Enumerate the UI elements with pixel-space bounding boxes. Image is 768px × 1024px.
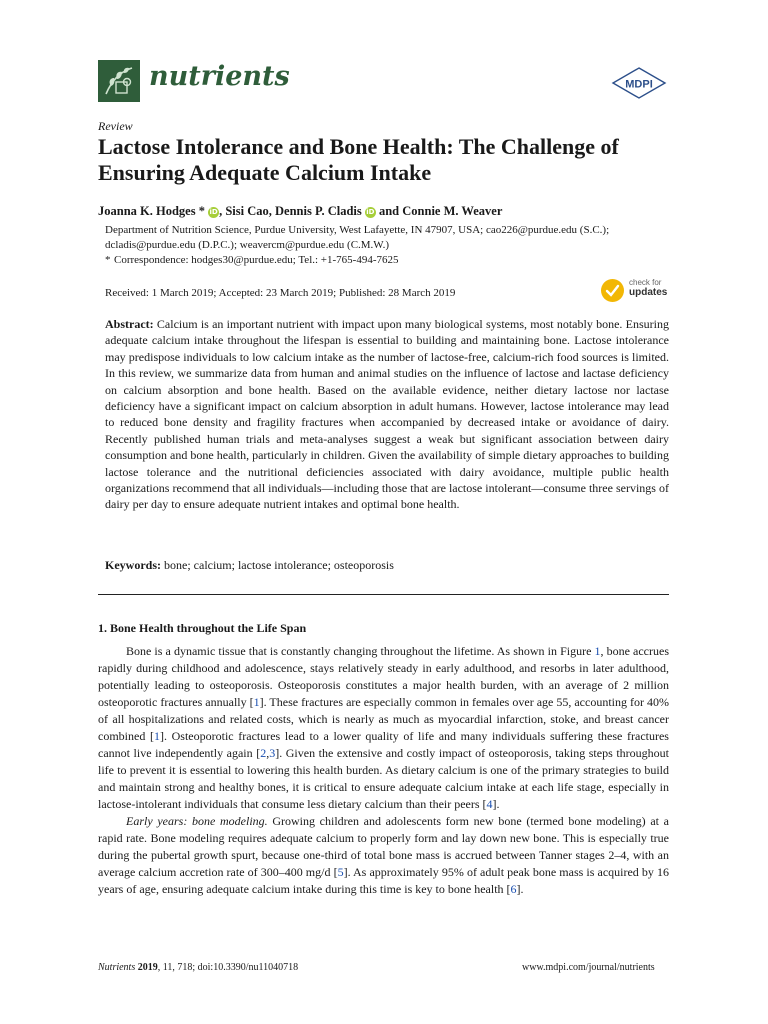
author-name[interactable]: Joanna K. Hodges * [98, 204, 205, 218]
check-updates-text [629, 278, 667, 298]
figure-link[interactable]: 1 [594, 644, 601, 658]
author-list [98, 204, 502, 219]
check-icon [601, 279, 624, 302]
article-type: Review [98, 119, 133, 133]
citation-link[interactable]: 1 [253, 695, 260, 709]
citation-link[interactable]: 2 [260, 746, 267, 760]
divider [98, 594, 669, 595]
mdpi-logo[interactable] [609, 66, 669, 100]
text: ]. Given the extensive and costly impact of osteoporosis, taking steps throughout life to prevent it is essential to lowering this health burden. As dietary calcium is one of the primary strategies to build and maintain strong and healthy bones, it is critical to ensure adequate calcium intake at each life stage, especially in lactose-intolerant individuals that consume less dietary calcium than their peers [ [98, 746, 669, 811]
citation-link[interactable]: 3 [269, 746, 276, 760]
orcid-icon[interactable]: iD [366, 208, 375, 216]
footer-citation [98, 962, 298, 973]
text: Bone is a dynamic tissue that is constantly changing throughout the lifetime. As shown in Figure [126, 644, 595, 658]
paragraph-lead: Early years: bone modeling. [126, 814, 268, 828]
author-names[interactable]: , Sisi Cao, Dennis P. Cladis [219, 204, 362, 218]
journal-name[interactable]: nutrients [149, 61, 290, 92]
correspondence-text: Correspondence: hodges30@purdue.edu; Tel.: +1-765-494-7625 [114, 254, 399, 266]
citation-link[interactable]: 1 [153, 729, 160, 743]
article-title: Lactose Intolerance and Bone Health: The Challenge of Ensuring Adequate Calcium Intake [98, 134, 619, 185]
keywords-text: bone; calcium; lactose intolerance; osteoporosis [164, 558, 394, 572]
publication-dates: Received: 1 March 2019; Accepted: 23 March 2019; Published: 28 March 2019 [105, 287, 456, 299]
orcid-icon[interactable]: iD [209, 208, 218, 216]
text: , bone accrues rapidly during childhood and adolescence, stays relatively steady in early adulthood, and resorbs in later adulthood, potentially leading to osteoporosis. Osteoporosis constitutes a major health burden, with an average of 2 million osteoporotic fractures annually [ [98, 644, 669, 709]
text: ]. [516, 882, 524, 896]
footer-year: 2019 [137, 962, 158, 973]
section-heading: 1. Bone Health throughout the Life Span [98, 621, 307, 635]
keywords-label: Keywords: [105, 558, 161, 572]
check-for-updates-badge[interactable] [601, 277, 681, 305]
footer-doi: , 11, 718; doi:10.3390/nu11040718 [157, 962, 299, 973]
section-body [98, 643, 669, 898]
text: ]. Osteoporotic fractures lead to a lower quality of life and many individuals suffering these fractures cannot live independently again [ [98, 729, 669, 760]
affiliation-block [105, 223, 675, 268]
citation-link[interactable]: 5 [337, 865, 344, 879]
abstract-text: Calcium is an important nutrient with impact upon many biological systems, most notably bone. Ensuring adequate calcium intake throughout the lifespan is essential to building and maintaining bone. Lactose intolerance may predispose individuals to low calcium intake as the number of lactose-free, calcium-rich food sources is limited. In this review, we summarize data from human and animal studies on the influence of lactose and lactase deficiency on calcium absorption and bone health. Based on the available evidence, neither dietary lactose nor lactase deficiency have a significant impact on calcium absorption in adult humans. However, lactose intolerance may lead to reduced bone density and fragility fractures when accompanied by decreased intake or avoidance of dairy. Recently published human trials and meta-analyses suggest a weak but significant association between dairy consumption and bone health, particularly in children. Given the availability of simple dietary approaches to building lactose tolerance and the nutritional deficiencies associated with dairy avoidance, multiple public health organizations recommend that all individuals—including those that are lactose intolerant—consume three servings of dairy per day to ensure adequate nutrient intakes and optimal bone health. [105, 317, 669, 512]
text: ]. [492, 797, 500, 811]
paragraph [98, 813, 669, 898]
affiliation-line: Department of Nutrition Science, Purdue University, West Lafayette, IN 47907, USA; cao226@purdue.edu (S.C.); [105, 224, 610, 236]
abstract [105, 316, 669, 513]
citation-link[interactable]: 4 [486, 797, 493, 811]
correspondence [105, 253, 675, 268]
leaf-icon [98, 60, 140, 102]
footer-url[interactable]: www.mdpi.com/journal/nutrients [522, 962, 655, 973]
text: ]. These fractures are especially common in females over age 55, accounting for 40% of all hospitalizations and related costs, which is nearly as much as myocardial infarction, stoke, and breast cancer combined [ [98, 695, 670, 743]
correspondence-mark: * [105, 254, 111, 266]
affiliation-line: dcladis@purdue.edu (D.P.C.); weavercm@purdue.edu (C.M.W.) [105, 239, 390, 251]
author-name[interactable]: and Connie M. Weaver [375, 204, 503, 218]
journal-logo [98, 60, 140, 102]
abstract-label: Abstract: [105, 317, 154, 331]
footer-journal: Nutrients [98, 962, 136, 973]
check-updates-label: updates [629, 287, 668, 298]
check-updates-line: check for [629, 278, 662, 287]
citation-link[interactable]: 6 [510, 882, 517, 896]
text: ]. As approximately 95% of adult peak bone mass is acquired by 16 years of age, ensuring adequate calcium intake during this time is key to bone health [ [98, 865, 669, 896]
keywords [105, 558, 394, 573]
paragraph: Bone is a dynamic tissue that is constantly changing throughout the lifetime. As shown in Figure 1, bone accrues rapidly during childhood and adolescence, stays relatively steady in early adulthood, and resorbs in later adulthood, potentially leading to osteoporosis. Osteoporosis constitutes a major health burden, with an average of 2 million osteoporotic fractures annually [1]. These fractures are especially common in females over age 55, accounting for 40% of all hospitalizations and related costs, which is nearly as much as myocardial infarction, stoke, and breast cancer combined [1]. Osteoporotic fractures lead to a lower quality of life and many individuals suffering these fractures cannot live independently again [2,3]. Given the extensive and costly impact of osteoporosis, taking steps throughout life to prevent it is essential to lowering this health burden. As dietary calcium is one of the primary strategies to build and maintain strong and healthy bones, it is critical to ensure adequate calcium intake at each life stage, especially in lactose-intolerant individuals that consume less dietary calcium than their peers [4]. [98, 644, 670, 811]
publisher-name: MDPI [625, 78, 653, 91]
text: Growing children and adolescents form new bone (termed bone modeling) at a rapid rate. Bone modeling requires adequate calcium to properly form and lay down new bone. This is especially true during the pubertal growth spurt, because one-third of total bone mass is accrued between Tanner stages 2–4, with an average calcium accretion rate of 300–400 mg/d [ [98, 814, 669, 879]
